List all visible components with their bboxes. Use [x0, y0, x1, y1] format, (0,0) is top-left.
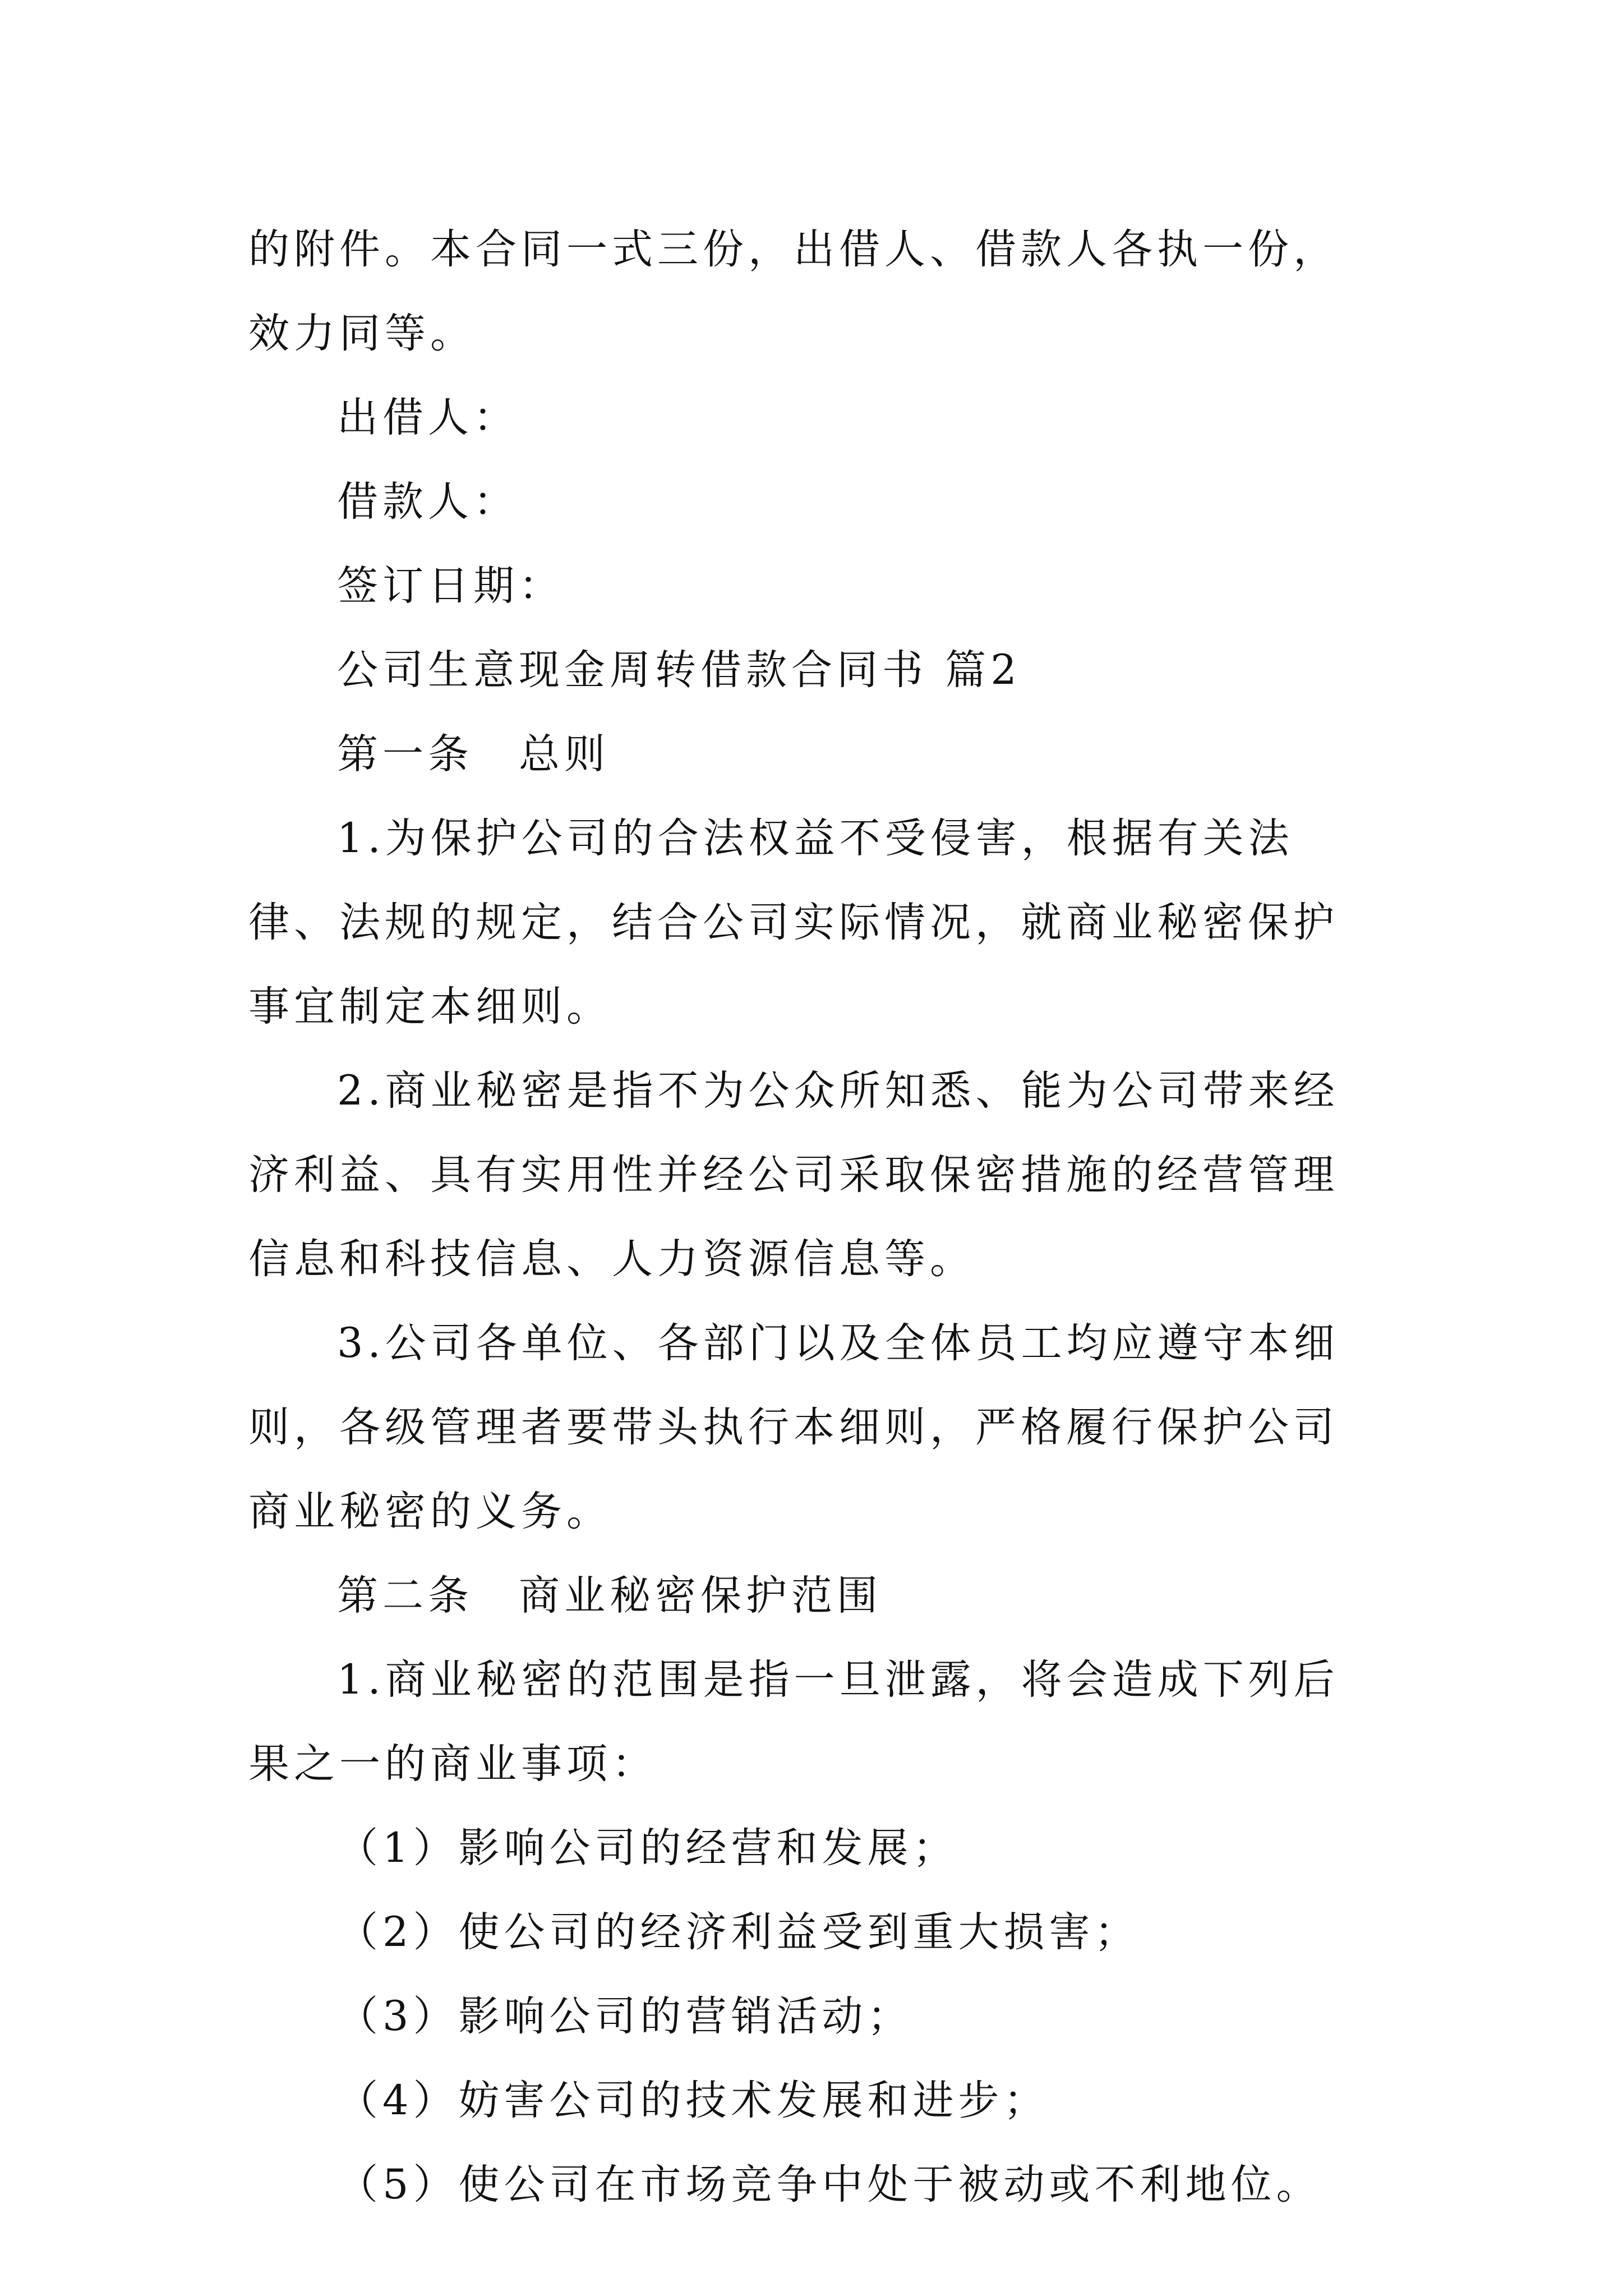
paragraph-lender-signature: 出借人： — [337, 394, 519, 441]
article-1-item-2: 2.商业秘密是指不为公众所知悉、能为公司带来经济利益、具有实用性并经公司采取保密措施的经营管理信息和科技信息、人力资源信息等。 — [248, 1067, 1339, 1283]
list-item-1: （1）影响公司的经营和发展； — [337, 1824, 958, 1872]
article-1-heading: 第一条 总则 — [337, 730, 610, 778]
list-item-2: （2）使公司的经济利益受到重大损害； — [337, 1908, 1140, 1956]
section-title: 公司生意现金周转借款合同书 篇2 — [337, 646, 1021, 694]
list-item-4: （4）妨害公司的技术发展和进步； — [337, 2077, 1049, 2124]
article-1-item-1: 1.为保护公司的合法权益不受侵害，根据有关法律、法规的规定，结合公司实际情况，就商业秘密保护事宜制定本细则。 — [248, 815, 1339, 1030]
article-1-item-3: 3.公司各单位、各部门以及全体员工均应遵守本细则，各级管理者要带头执行本细则，严格履行保护公司商业秘密的义务。 — [248, 1319, 1339, 1535]
paragraph-attachment-continuation: 的附件。本合同一式三份，出借人、借款人各执一份，效力同等。 — [248, 226, 1339, 357]
article-2-item-1: 1.商业秘密的范围是指一旦泄露，将会造成下列后果之一的商业事项： — [248, 1656, 1339, 1788]
list-item-3: （3）影响公司的营销活动； — [337, 1993, 913, 2040]
document-body — [248, 208, 1381, 2227]
list-item-5: （5）使公司在市场竞争中处于被动或不利地位。 — [337, 2161, 1322, 2208]
paragraph-borrower-signature: 借款人： — [337, 478, 519, 526]
paragraph-signing-date: 签订日期： — [337, 562, 564, 610]
article-2-heading: 第二条 商业秘密保护范围 — [337, 1572, 882, 1619]
